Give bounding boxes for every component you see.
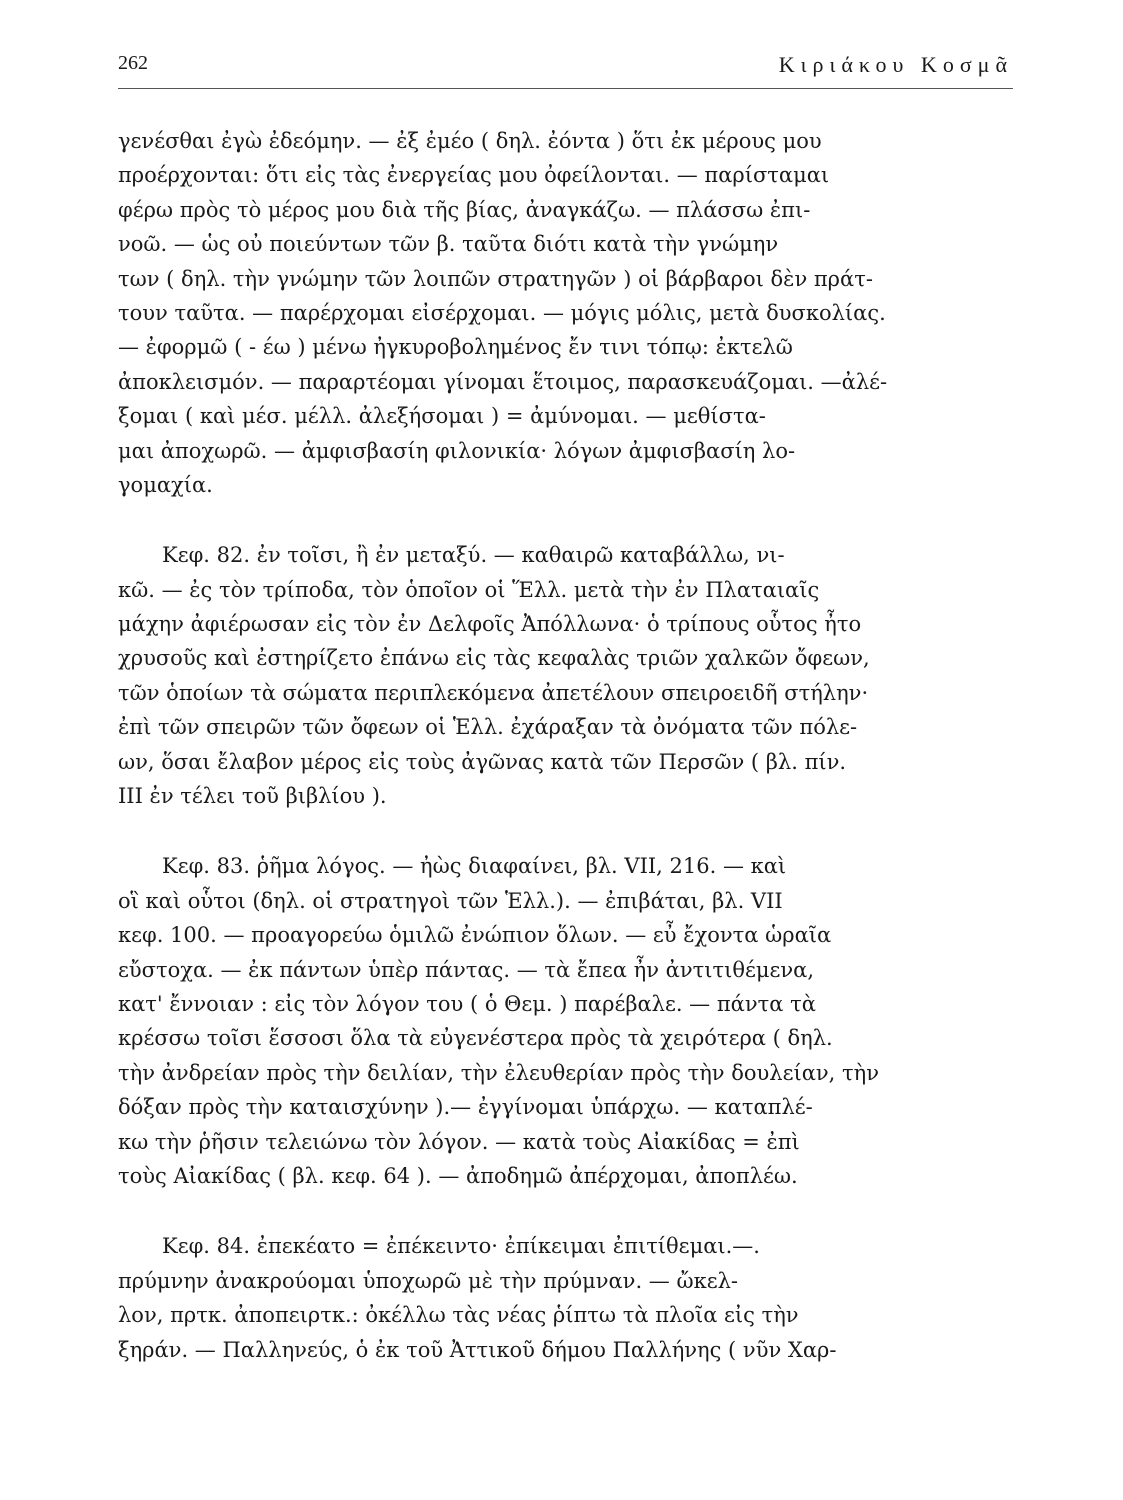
text-line: μαι ἀποχωρῶ. — ἀμφισβασίη φιλονικία· λόγων ἀμφισβασίη λο- <box>118 438 796 463</box>
text-line: φέρω πρὸς τὸ μέρος μου διὰ τῆς βίας, ἀναγκάζω. — πλάσσω ἐπι- <box>118 197 811 222</box>
text-line: γομαχία. <box>118 472 213 497</box>
text-line: κρέσσω τοῖσι ἕσσοσι ὅλα τὰ εὐγενέστερα πρὸς τὰ χειρότερα ( δηλ. <box>118 1026 833 1051</box>
commentary-text <box>118 124 1013 1367</box>
text-line: εὔστοχα. — ἐκ πάντων ὑπὲρ πάντας. — τὰ ἔπεα ἦν ἀντιτιθέμενα, <box>118 957 814 982</box>
chapter-82-heading-line: Κεφ. 82. ἐν τοῖσι, ἢ ἐν μεταξύ. — καθαιρῶ καταβάλλω, νι- <box>162 543 785 568</box>
text-line: χρυσοῦς καὶ ἐστηρίζετο ἐπάνω εἰς τὰς κεφαλὰς τριῶν χαλκῶν ὄφεων, <box>118 646 870 671</box>
text-line: κω τὴν ῥῆσιν τελειώνω τὸν λόγον. — κατὰ τοὺς Αἰακίδας = ἐπὶ <box>118 1129 800 1154</box>
text-line: ξομαι ( καὶ μέσ. μέλλ. ἀλεξήσομαι ) = ἀμύνομαι. — μεθίστα- <box>118 404 766 429</box>
text-line: ξηράν. — Παλληνεύς, ὁ ἐκ τοῦ Ἀττικοῦ δήμου Παλλήνης ( νῦν Χαρ- <box>118 1337 837 1362</box>
text-line: δόξαν πρὸς τὴν καταισχύνην ).— ἐγγίνομαι ὑπάρχω. — καταπλέ- <box>118 1095 813 1120</box>
text-line: γενέσθαι ἐγὼ ἐδεόμην. — ἐξ ἐμέο ( δηλ. ἐόντα ) ὅτι ἐκ μέρους μου <box>118 129 822 153</box>
text-line: — ἐφορμῶ ( - έω ) μένω ἠγκυροβολημένος ἔν τινι τόπῳ: ἐκτελῶ <box>118 335 793 360</box>
text-line: III ἐν τέλει τοῦ βιβλίου ). <box>118 784 387 809</box>
text-line: τοὺς Αἰακίδας ( βλ. κεφ. 64 ). — ἀποδημῶ ἀπέρχομαι, ἀποπλέω. <box>118 1163 798 1188</box>
chapter-84-heading-line: Κεφ. 84. ἐπεκέατο = ἐπέκειντο· ἐπίκειμαι ἐπιτίθεμαι.—. <box>162 1234 760 1259</box>
text-line: νοῶ. — ὡς οὐ ποιεύντων τῶν β. ταῦτα διότι κατὰ τὴν γνώμην <box>118 232 779 257</box>
text-line: κεφ. 100. — προαγορεύω ὁμιλῶ ἐνώπιον ὅλων. — εὖ ἔχοντα ὡραῖα <box>118 923 832 948</box>
text-line: ἀποκλεισμόν. — παραρτέομαι γίνομαι ἕτοιμος, παρασκευάζομαι. —ἀλέ- <box>118 369 888 394</box>
text-line: μάχην ἀφιέρωσαν εἰς τὸν ἐν Δελφοῖς Ἀπόλλωνα· ὁ τρίπους οὗτος ἦτο <box>118 612 862 637</box>
text-line: οἳ καὶ οὗτοι (δηλ. οἱ στρατηγοὶ τῶν Ἑλλ.). — ἐπιβάται, βλ. VII <box>118 888 783 913</box>
text-line: λον, πρτκ. ἀποπειρτκ.: ὀκέλλω τὰς νέας ῥίπτω τὰ πλοῖα εἰς τὴν <box>118 1303 799 1328</box>
text-line: κῶ. — ἐς τὸν τρίποδα, τὸν ὁποῖον οἱ Ἕλλ. μετὰ τὴν ἐν Πλαταιαῖς <box>118 577 820 602</box>
text-line: ων, ὅσαι ἔλαβον μέρος εἰς τοὺς ἀγῶνας κατὰ τῶν Περσῶν ( βλ. πίν. <box>118 749 847 774</box>
running-head: Κιριάκου Κοσμᾶ <box>778 52 1013 77</box>
text-line: προέρχονται: ὅτι εἰς τὰς ἐνεργείας μου ὀφείλονται. — παρίσταμαι <box>118 163 830 188</box>
page-header <box>118 48 1013 89</box>
text-line: τῶν ὁποίων τὰ σώματα περιπλεκόμενα ἀπετέλουν σπειροειδῆ στήλην· <box>118 680 869 705</box>
text-line: τὴν ἀνδρείαν πρὸς τὴν δειλίαν, τὴν ἐλευθερίαν πρὸς τὴν δουλείαν, τὴν <box>118 1060 879 1085</box>
text-line: κατ' ἔννοιαν : εἰς τὸν λόγον του ( ὁ Θεμ. ) παρέβαλε. — πάντα τὰ <box>118 991 816 1016</box>
page-number: 262 <box>118 52 148 74</box>
text-line: τουν ταῦτα. — παρέρχομαι εἰσέρχομαι. — μόγις μόλις, μετὰ δυσκολίας. <box>118 300 886 325</box>
text-line: των ( δηλ. τὴν γνώμην τῶν λοιπῶν στρατηγῶν ) οἱ βάρβαροι δὲν πράτ- <box>118 266 873 291</box>
text-line: ἐπὶ τῶν σπειρῶν τῶν ὄφεων οἱ Ἑλλ. ἐχάραξαν τὰ ὀνόματα τῶν πόλε- <box>118 715 858 740</box>
chapter-83-heading-line: Κεφ. 83. ῥῆμα λόγος. — ἠὼς διαφαίνει, βλ. VII, 216. — καὶ <box>162 854 787 879</box>
text-line: πρύμνην ἀνακρούομαι ὑποχωρῶ μὲ τὴν πρύμναν. — ὤκελ- <box>118 1268 739 1293</box>
